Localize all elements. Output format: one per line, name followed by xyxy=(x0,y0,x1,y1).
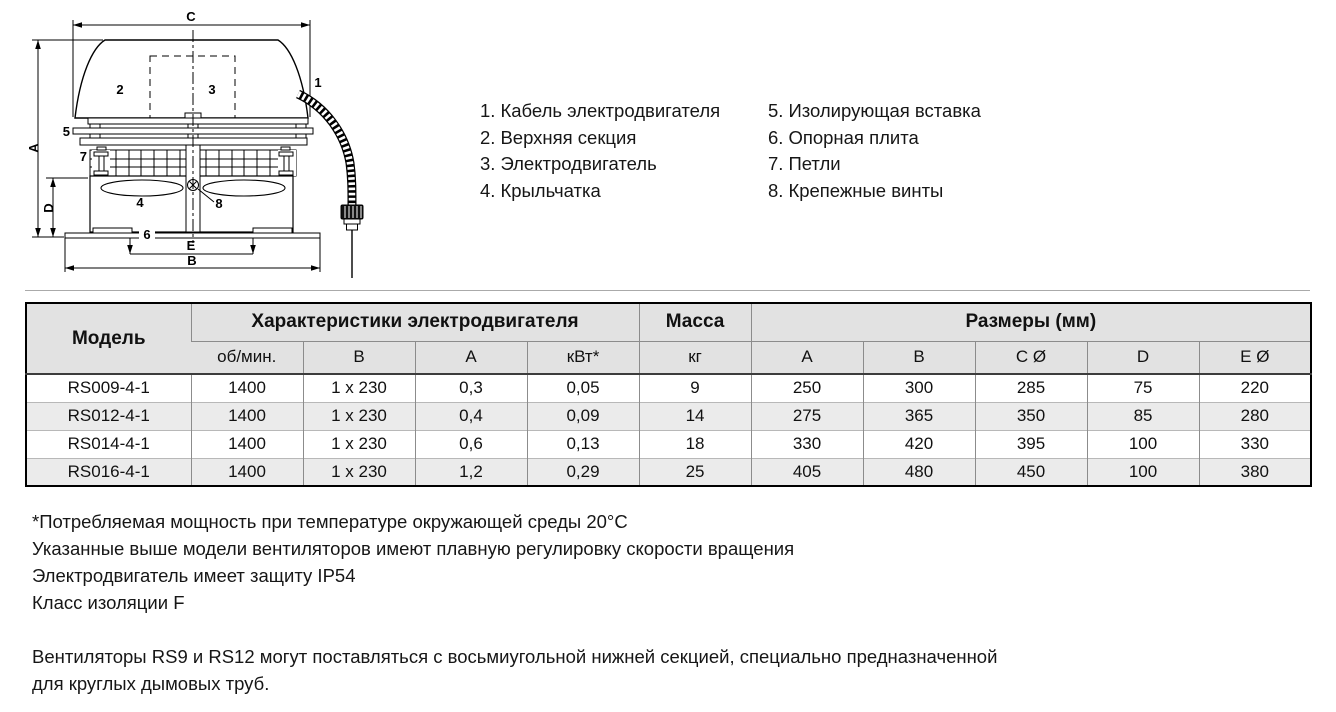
legend-item-number: 3. xyxy=(480,153,496,174)
col-header-dim-b: B xyxy=(863,341,975,374)
dim-label-c: C xyxy=(186,9,196,24)
legend-item-label: Кабель электродвигателя xyxy=(500,100,721,121)
legend-item-label: Верхняя секция xyxy=(500,126,637,148)
col-group-dimensions: Размеры (мм) xyxy=(751,303,1311,341)
part-label-4: 4 xyxy=(136,195,144,210)
cell-dim-b: 420 xyxy=(863,430,975,458)
dim-label-a: A xyxy=(26,143,41,153)
cell-dim-a: 250 xyxy=(751,374,863,402)
legend-item-label: Крыльчатка xyxy=(500,179,601,201)
part-label-8: 8 xyxy=(215,196,223,211)
cell-volt: 1 x 230 xyxy=(303,402,415,430)
footnote-ip54: Электродвигатель имеет защиту IP54 xyxy=(32,565,356,586)
legend-item-4 xyxy=(480,178,720,205)
table-top-hairline xyxy=(25,290,1310,291)
cell-rpm: 1400 xyxy=(191,402,303,430)
hinge-right xyxy=(278,147,296,176)
col-header-dim-d: D xyxy=(1087,341,1199,374)
col-header-dim-e: E Ø xyxy=(1199,341,1311,374)
cable-gland xyxy=(341,205,363,219)
upper-section-shape xyxy=(75,40,308,118)
cell-dim-d: 85 xyxy=(1087,402,1199,430)
cell-kg: 25 xyxy=(639,458,751,486)
part-label-5: 5 xyxy=(62,124,70,139)
cell-rpm: 1400 xyxy=(191,374,303,402)
footnote-speed-control: Указанные выше модели вентиляторов имеют плавную регулировку скорости вращения xyxy=(32,538,795,559)
parts-legend-column-1 xyxy=(480,98,720,204)
legend-item-number: 4. xyxy=(480,179,496,201)
octagonal-note-line-1: Вентиляторы RS9 и RS12 могут поставляться с восьмиугольной нижней секцией, специально предназначенной xyxy=(32,646,998,667)
cell-kw: 0,05 xyxy=(527,374,639,402)
legend-item-2 xyxy=(480,125,720,152)
cell-model: RS014-4-1 xyxy=(26,430,191,458)
legend-item-number: 6. xyxy=(768,126,784,148)
cell-dim-b: 480 xyxy=(863,458,975,486)
cell-amp: 0,4 xyxy=(415,402,527,430)
col-header-rpm: об/мин. xyxy=(191,341,303,374)
part-label-7: 7 xyxy=(79,149,87,164)
spec-table xyxy=(25,302,1312,487)
table-row xyxy=(26,374,1311,402)
dim-label-b: B xyxy=(187,253,197,268)
legend-item-number: 1. xyxy=(480,100,496,121)
fan-diagram-svg xyxy=(0,0,440,290)
fan-diagram xyxy=(0,0,440,290)
table-header-row-units xyxy=(26,341,1311,374)
col-header-amp: А xyxy=(415,341,527,374)
footnote-insulation: Класс изоляции F xyxy=(32,592,185,613)
cell-amp: 0,6 xyxy=(415,430,527,458)
parts-legend-column-2 xyxy=(768,98,981,204)
legend-item-number: 8. xyxy=(768,179,784,201)
legend-item-7 xyxy=(768,151,981,178)
col-group-motor: Характеристики электродвигателя xyxy=(191,303,639,341)
cell-dim-d: 100 xyxy=(1087,458,1199,486)
cell-dim-c: 285 xyxy=(975,374,1087,402)
cell-dim-c: 450 xyxy=(975,458,1087,486)
dim-label-d: D xyxy=(41,203,56,213)
cell-model: RS012-4-1 xyxy=(26,402,191,430)
col-header-dim-a: A xyxy=(751,341,863,374)
legend-item-label: Крепежные винты xyxy=(788,179,944,201)
footnotes xyxy=(32,508,997,697)
cell-amp: 0,3 xyxy=(415,374,527,402)
cell-volt: 1 x 230 xyxy=(303,458,415,486)
col-group-mass: Масса xyxy=(639,303,751,341)
cell-rpm: 1400 xyxy=(191,430,303,458)
cell-kw: 0,13 xyxy=(527,430,639,458)
cell-dim-c: 350 xyxy=(975,402,1087,430)
col-header-dim-c: C Ø xyxy=(975,341,1087,374)
col-header-kg: кг xyxy=(639,341,751,374)
cell-dim-b: 365 xyxy=(863,402,975,430)
legend-item-label: Опорная плита xyxy=(788,126,919,148)
table-row xyxy=(26,430,1311,458)
legend-item-number: 2. xyxy=(480,126,496,148)
cell-dim-e: 380 xyxy=(1199,458,1311,486)
legend-item-number: 7. xyxy=(768,153,784,174)
legend-item-label: Электродвигатель xyxy=(500,153,657,174)
part-label-1: 1 xyxy=(314,75,322,90)
legend-item-8 xyxy=(768,178,981,205)
cell-dim-e: 280 xyxy=(1199,402,1311,430)
col-header-volt: В xyxy=(303,341,415,374)
cell-dim-e: 330 xyxy=(1199,430,1311,458)
cell-model: RS016-4-1 xyxy=(26,458,191,486)
col-header-model: Модель xyxy=(26,303,191,374)
legend-item-1 xyxy=(480,98,720,125)
cell-volt: 1 x 230 xyxy=(303,430,415,458)
footnote-power: *Потребляемая мощность при температуре окружающей среды 20°C xyxy=(32,511,628,532)
table-row xyxy=(26,458,1311,486)
table-row xyxy=(26,402,1311,430)
part-label-3: 3 xyxy=(208,82,216,97)
legend-item-5 xyxy=(768,98,981,125)
cell-kw: 0,09 xyxy=(527,402,639,430)
cell-dim-a: 330 xyxy=(751,430,863,458)
cell-dim-a: 275 xyxy=(751,402,863,430)
cell-dim-d: 75 xyxy=(1087,374,1199,402)
cell-dim-e: 220 xyxy=(1199,374,1311,402)
hinge-left xyxy=(92,147,110,176)
cell-dim-d: 100 xyxy=(1087,430,1199,458)
legend-item-6 xyxy=(768,125,981,152)
cell-amp: 1,2 xyxy=(415,458,527,486)
cell-dim-c: 395 xyxy=(975,430,1087,458)
dim-label-e: E xyxy=(186,238,196,253)
table-header-row-groups xyxy=(26,303,1311,341)
cell-kw: 0,29 xyxy=(527,458,639,486)
legend-item-label: Петли xyxy=(788,153,841,174)
part-label-6: 6 xyxy=(143,227,151,242)
octagonal-note-line-2: для круглых дымовых труб. xyxy=(32,673,270,694)
col-header-kw: кВт* xyxy=(527,341,639,374)
legend-item-number: 5. xyxy=(768,100,784,121)
cell-kg: 9 xyxy=(639,374,751,402)
legend-item-3 xyxy=(480,151,720,178)
cell-kg: 18 xyxy=(639,430,751,458)
cell-rpm: 1400 xyxy=(191,458,303,486)
cell-dim-a: 405 xyxy=(751,458,863,486)
cell-dim-b: 300 xyxy=(863,374,975,402)
cell-volt: 1 x 230 xyxy=(303,374,415,402)
part-label-2: 2 xyxy=(116,82,124,97)
cell-kg: 14 xyxy=(639,402,751,430)
cell-model: RS009-4-1 xyxy=(26,374,191,402)
legend-item-label: Изолирующая вставка xyxy=(788,100,981,121)
